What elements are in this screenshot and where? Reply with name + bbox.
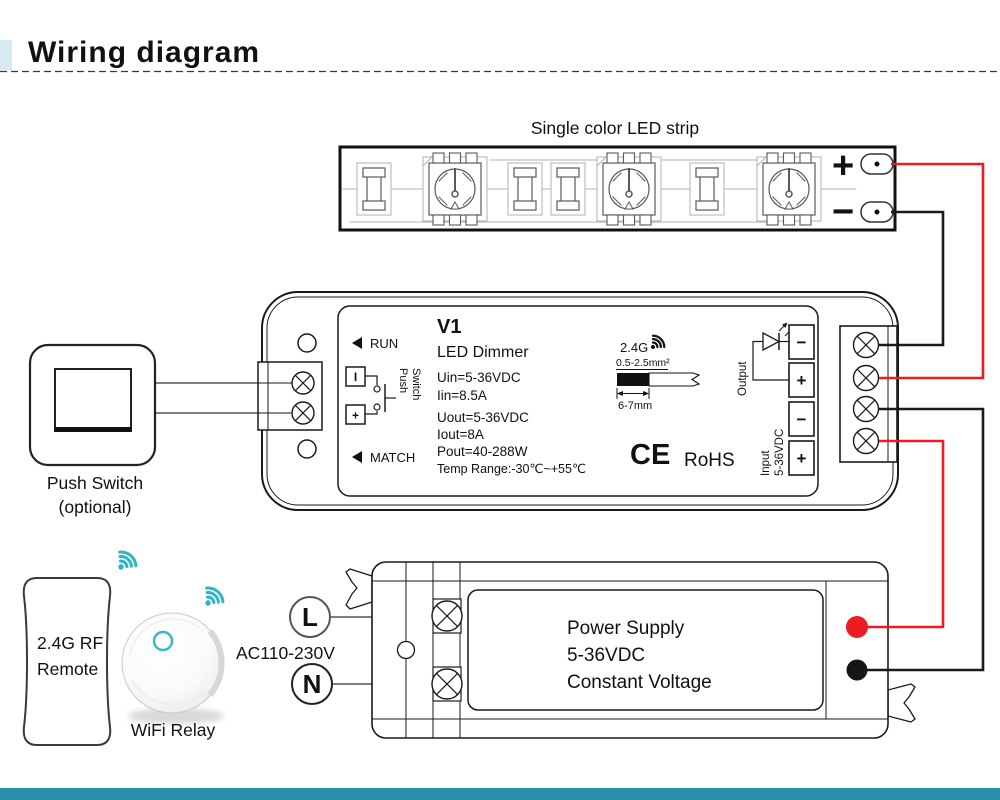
spec-uin: Uin=5-36VDC — [437, 370, 521, 385]
footer-bar — [0, 788, 1000, 800]
model-label: V1 — [437, 316, 462, 338]
led-chip — [423, 153, 487, 225]
spec-iout: Iout=8A — [437, 427, 484, 442]
pad-dot — [875, 210, 880, 215]
mounting-tab — [888, 684, 915, 722]
wifi-signal-icon — [198, 585, 226, 612]
contact-i-label: I — [353, 370, 358, 384]
remote-label-line2: Remote — [37, 659, 99, 679]
spec-temp: Temp Range:-30℃~+55℃ — [437, 462, 586, 476]
neutral-label: N — [302, 669, 322, 699]
wire-gauge-label: 0.5-2.5mm² — [616, 357, 670, 369]
psu-label-line2: 5-36VDC — [567, 645, 646, 666]
led-strip — [340, 118, 895, 233]
led-dimmer — [258, 292, 898, 510]
rf-remote — [24, 578, 110, 745]
wifi-relay-label: WiFi Relay — [130, 720, 216, 740]
rf-label: 2.4G — [620, 340, 649, 355]
strip-length-label: 6-7mm — [618, 400, 653, 412]
push-switch-button-edge — [55, 427, 131, 432]
ce-mark: CE — [630, 439, 671, 471]
power-supply — [346, 562, 915, 738]
match-label: MATCH — [370, 450, 416, 465]
contact-plus-label: + — [351, 408, 360, 423]
device-name: LED Dimmer — [437, 344, 529, 361]
push-vertical-label1: Push — [397, 368, 409, 394]
header-accent-block — [0, 40, 12, 70]
led-strip-label: Single color LED strip — [530, 118, 700, 138]
push-switch-label: Push Switch — [46, 473, 144, 493]
spec-iin: Iin=8.5A — [437, 388, 487, 403]
pad-dot — [875, 162, 880, 167]
push-switch-label2: (optional) — [58, 497, 132, 517]
wifi-relay — [122, 613, 224, 740]
terminal-out-plus: + — [796, 371, 807, 390]
psu-label-line1: Power Supply — [567, 618, 685, 639]
spec-uout: Uout=5-36VDC — [437, 410, 529, 425]
run-label: RUN — [370, 336, 399, 351]
push-switch-device — [30, 345, 294, 517]
page-title: Wiring diagram — [28, 36, 261, 69]
ac-voltage-label: AC110-230V — [236, 643, 335, 663]
mounting-tab — [346, 569, 372, 609]
terminal-out-minus: − — [796, 333, 807, 352]
mounting-hole — [398, 642, 415, 659]
input-label: Input — [760, 450, 772, 476]
psu-label-line3: Constant Voltage — [567, 672, 712, 693]
match-indicator-led — [298, 440, 316, 458]
push-switch-button — [55, 369, 131, 431]
live-label: L — [302, 602, 318, 632]
output-label: Output — [737, 361, 749, 396]
rohs-mark: RoHS — [684, 450, 735, 471]
push-vertical-label2: Switch — [410, 368, 422, 401]
terminal-in-plus: + — [796, 449, 807, 468]
strip-plus-symbol: + — [832, 145, 855, 187]
led-chip — [597, 153, 661, 225]
wifi-signal-icon — [111, 549, 139, 576]
led-chip — [757, 153, 821, 225]
dimmer-input-terminal-block — [258, 362, 322, 430]
run-indicator-led — [298, 334, 316, 352]
input-voltage-label: 5-36VDC — [774, 428, 786, 476]
spec-pout: Pout=40-288W — [437, 444, 528, 459]
relay-status-ring — [154, 632, 172, 650]
strip-minus-symbol: − — [832, 191, 855, 233]
terminal-in-minus: − — [796, 410, 807, 429]
remote-label-line1: 2.4G RF — [37, 633, 104, 653]
